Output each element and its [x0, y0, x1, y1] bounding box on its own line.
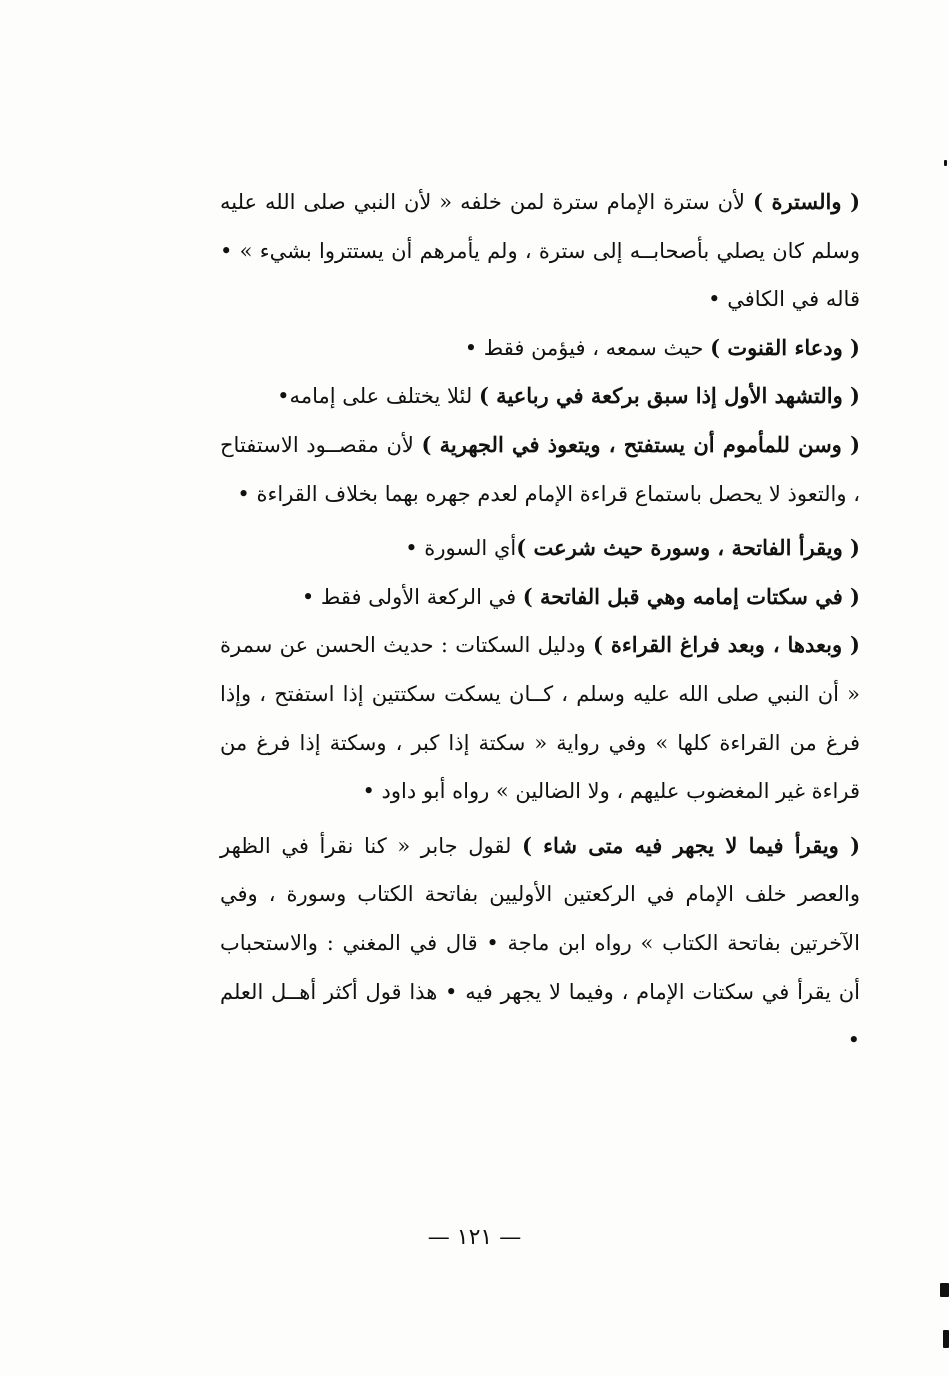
- paragraph-text: لأن مقصــود الاستفتاح ، والتعوذ لا يحصل باستماع قراءة الإمام لعدم جهره بهما بخلاف القراءة •: [220, 432, 860, 506]
- paragraph-text: لأن سترة الإمام سترة لمن خلفه « لأن النبي صلى الله عليه وسلم كان يصلي بأصحابــه إلى سترة ، ولم يأمرهم أن يستتروا بشيء » • قاله في الكافي •: [220, 190, 860, 312]
- paragraph-sutra: [220, 178, 860, 324]
- scan-edge-mark: [943, 1330, 949, 1348]
- heading-phrase: ( وسن للمأموم أن يستفتح ، ويتعوذ في الجهرية ): [421, 431, 860, 457]
- paragraph-text: ودليل السكتات : حديث الحسن عن سمرة « أن النبي صلى الله عليه وسلم ، كــان يسكت سكتتين إذا استفتح ، وإذا فرغ من القراءة كلها » وفي رواية « سكتة إذا كبر ، وسكتة إذا فرغ من قراءة غير المغضوب عليهم ، ولا الضالين » رواه أبو داود •: [220, 633, 860, 804]
- paragraph-sakatat: [220, 573, 860, 622]
- paragraph-jabir: [220, 822, 860, 1065]
- paragraph-qunut: [220, 324, 860, 373]
- paragraph-text: في الركعة الأولى فقط •: [301, 584, 523, 609]
- paragraph-fatiha: [220, 524, 860, 573]
- paragraph-istiftah: [220, 421, 860, 518]
- heading-phrase: ( ودعاء القنوت ): [710, 334, 860, 360]
- heading-phrase: ( والسترة ): [752, 189, 861, 214]
- paragraph-text: لئلا يختلف على إمامه•: [277, 384, 479, 409]
- paragraph-text: لقول جابر « كنا نقرأ في الظهر والعصر خلف الإمام في الركعتين الأوليين بفاتحة الكتاب وسورة ، وفي الآخرتين بفاتحة الكتاب » رواه ابن ماجة • قال في المغني : والاستحباب أن يقرأ في سكتات الإمام ، وفيما لا يجهر فيه • هذا قول أكثر أهــل العلم •: [220, 833, 860, 1053]
- heading-phrase: ( والتشهد الأول إذا سبق بركعة في رباعية ): [478, 383, 860, 409]
- paragraph-text: أي السورة •: [405, 536, 517, 561]
- scan-edge-mark: [940, 1283, 949, 1297]
- heading-phrase: ( في سكتات إمامه وهي قبل الفاتحة ): [522, 583, 860, 609]
- scan-edge-mark: [944, 160, 947, 166]
- page-body: [220, 178, 860, 1065]
- paragraph-hadith-samura: [220, 621, 860, 815]
- heading-phrase: ( وبعدها ، وبعد فراغ القراءة ): [593, 632, 860, 658]
- page-number: — ١٢١ —: [427, 1225, 522, 1250]
- heading-phrase: ( ويقرأ فيما لا يجهر فيه متى شاء ): [521, 832, 861, 858]
- paragraph-tashahhud: [220, 372, 860, 421]
- paragraph-text: حيث سمعه ، فيؤمن فقط •: [464, 335, 711, 360]
- heading-phrase: ( ويقرأ الفاتحة ، وسورة حيث شرعت ): [516, 535, 860, 561]
